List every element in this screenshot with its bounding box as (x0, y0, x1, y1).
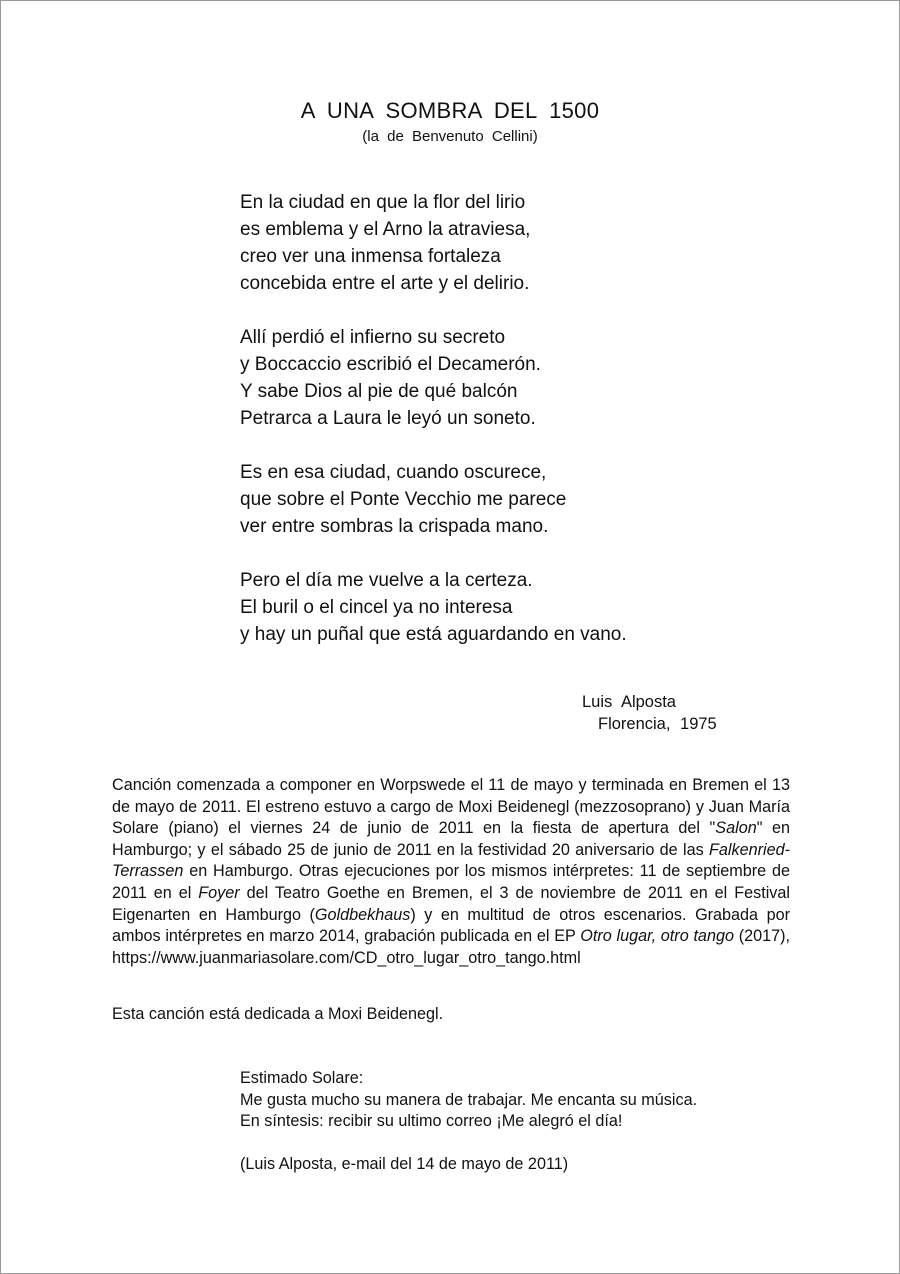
verse-line: Petrarca a Laura le leyó un soneto. (240, 408, 536, 429)
verse-line: y hay un puñal que está aguardando en vano. (240, 624, 627, 645)
stanza-1 (240, 189, 800, 297)
dedication: Esta canción está dedicada a Moxi Beidenegl. (112, 1005, 444, 1023)
signature (582, 691, 717, 735)
notes-italic-venue: Foyer (198, 883, 240, 902)
verse-line: Pero el día me vuelve a la certeza. (240, 570, 533, 591)
verse-line: El buril o el cincel ya no interesa (240, 597, 513, 618)
letter-line: En síntesis: recibir su ultimo correo ¡Me alegró el día! (240, 1112, 623, 1131)
letter-line: Me gusta mucho su manera de trabajar. Me encanta su música. (240, 1090, 698, 1109)
verse-line: Allí perdió el infierno su secreto (240, 327, 506, 348)
signature-author: Luis Alposta (582, 693, 676, 711)
notes-italic-venue: Salon (715, 819, 757, 838)
notes-text: Canción comenzada a componer en Worpswede el 11 de mayo y terminada en Bremen el 13 de mayo de 2011. El estreno estuvo a cargo de Moxi Beidenegl (mezzosoprano) y Juan María Solare (piano) el viernes 24 de junio de 2011 en la fiesta de apertura del " (112, 776, 790, 838)
letter-greeting: Estimado Solare: (240, 1069, 364, 1087)
notes-text: ) y en multitud de otros escenarios. Grabada por ambos intérpretes en marzo 2014, grabación publicada en el EP (112, 905, 790, 946)
notes-italic-ep-title: Otro lugar, otro tango (580, 927, 734, 946)
poem-subtitle: (la de Benvenuto Cellini) (362, 128, 538, 145)
letter-source: (Luis Alposta, e-mail del 14 de mayo de 2011) (240, 1154, 569, 1173)
verse-line: es emblema y el Arno la atraviesa, (240, 219, 531, 240)
verse-line: concebida entre el arte y el delirio. (240, 273, 530, 294)
notes-text: " en Hamburgo; y el sábado 25 de junio de 2011 en la festividad 20 aniversario de las (112, 819, 791, 859)
verse-line: En la ciudad en que la flor del lirio (240, 192, 526, 213)
verse-line: Es en esa ciudad, cuando oscurece, (240, 462, 547, 483)
notes-italic-venue: Falkenried-Terrassen (112, 840, 790, 881)
letter-quote (240, 1068, 800, 1175)
notes-text: del Teatro Goethe en Bremen, el 3 de noviembre de 2011 en el Festival Eigenarten en Hamburgo ( (112, 883, 790, 924)
notes-text: en Hamburgo. Otras ejecuciones por los mismos intérpretes: 11 de septiembre de 2011 en el (112, 862, 790, 902)
poem-title: A UNA SOMBRA DEL 1500 (300, 98, 600, 123)
verse-line: que sobre el Ponte Vecchio me parece (240, 489, 567, 510)
notes-italic-venue: Goldbekhaus (314, 905, 411, 924)
notes-text: (2017), https://www.juanmariasolare.com/CD_otro_lugar_otro_tango.html (112, 927, 790, 967)
verse-line: Y sabe Dios al pie de qué balcón (240, 381, 518, 402)
verse-line: creo ver una inmensa fortaleza (240, 246, 501, 267)
composition-notes (112, 775, 790, 969)
stanza-2 (240, 324, 800, 432)
verse-line: y Boccaccio escribió el Decamerón. (240, 354, 541, 375)
stanza-4 (240, 567, 800, 648)
poem-body (240, 189, 800, 675)
signature-place-date: Florencia, 1975 (598, 715, 717, 733)
stanza-3 (240, 459, 800, 540)
verse-line: ver entre sombras la crispada mano. (240, 516, 549, 537)
